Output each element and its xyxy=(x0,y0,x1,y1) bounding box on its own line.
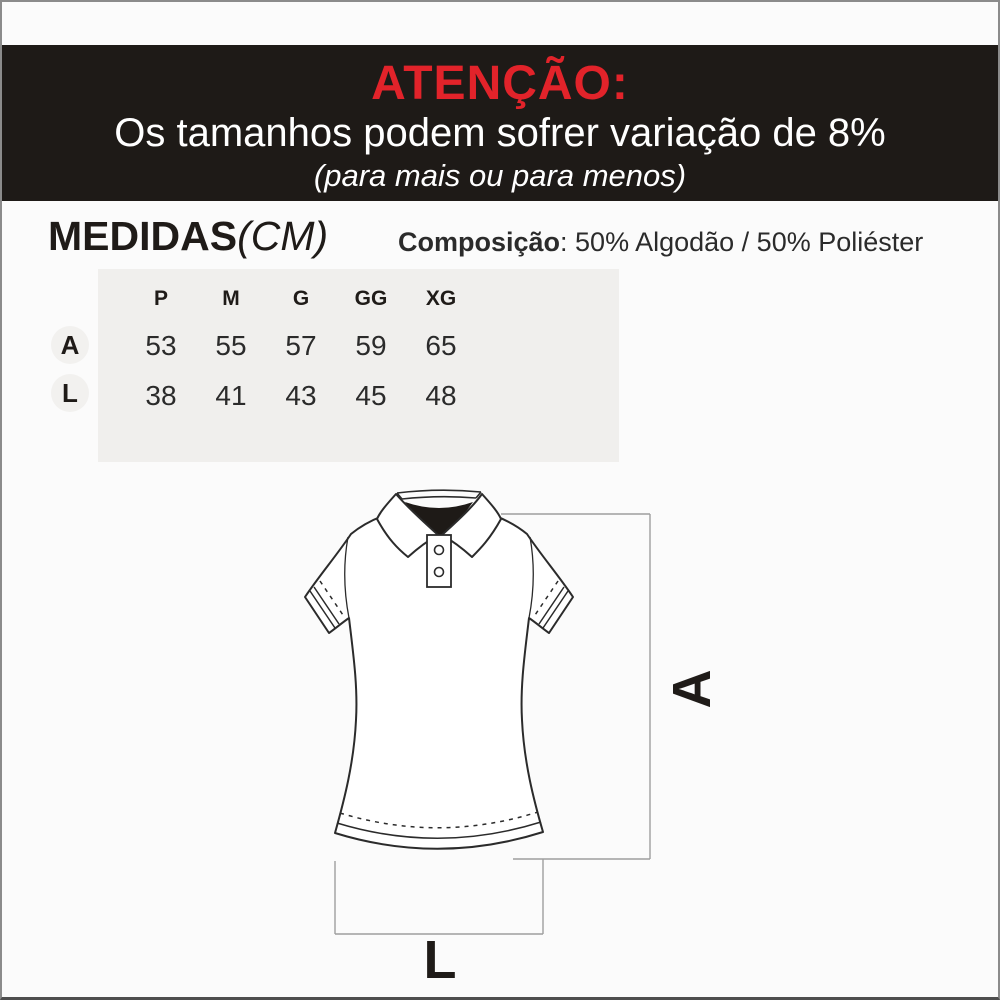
size-column-header: P xyxy=(153,287,168,310)
composition-line xyxy=(398,227,923,258)
composition-label: Composição xyxy=(398,227,561,257)
table-cell: 48 xyxy=(425,380,457,411)
attention-banner xyxy=(2,45,998,201)
banner-title: ATENÇÃO: xyxy=(371,56,629,110)
table-cell: 38 xyxy=(145,380,177,411)
placket xyxy=(427,535,451,587)
table-cell: 45 xyxy=(355,380,387,411)
table-cell: 59 xyxy=(355,330,387,361)
button-icon xyxy=(435,546,444,555)
size-column-header: M xyxy=(222,287,240,310)
row-label-width: L xyxy=(51,374,89,412)
size-column-header: G xyxy=(292,287,310,310)
row-label-height: A xyxy=(51,326,89,364)
banner-variation-text: Os tamanhos podem sofrer variação de 8% xyxy=(114,111,886,156)
table-row-height xyxy=(126,329,476,362)
table-cell: 55 xyxy=(215,330,247,361)
measures-heading-word: MEDIDAS xyxy=(48,213,238,259)
size-column-header: GG xyxy=(354,287,388,310)
table-cell: 53 xyxy=(145,330,177,361)
composition-value: : 50% Algodão / 50% Poliéster xyxy=(560,227,924,257)
height-dimension-label: A xyxy=(662,669,722,709)
banner-note-text: (para mais ou para menos) xyxy=(313,158,687,194)
table-row-width xyxy=(126,379,476,412)
table-cell: 57 xyxy=(285,330,317,361)
measures-heading xyxy=(48,213,328,260)
polo-shirt-diagram xyxy=(250,470,710,950)
width-bracket xyxy=(335,859,543,934)
size-table-header-row xyxy=(126,286,476,312)
measures-heading-unit: (CM) xyxy=(237,213,329,259)
table-cell: 41 xyxy=(215,380,247,411)
table-cell: 65 xyxy=(425,330,457,361)
width-dimension-label: L xyxy=(423,930,457,990)
button-icon xyxy=(435,568,444,577)
table-cell: 43 xyxy=(285,380,317,411)
collar-band xyxy=(397,490,481,499)
size-column-header: XG xyxy=(425,287,457,310)
